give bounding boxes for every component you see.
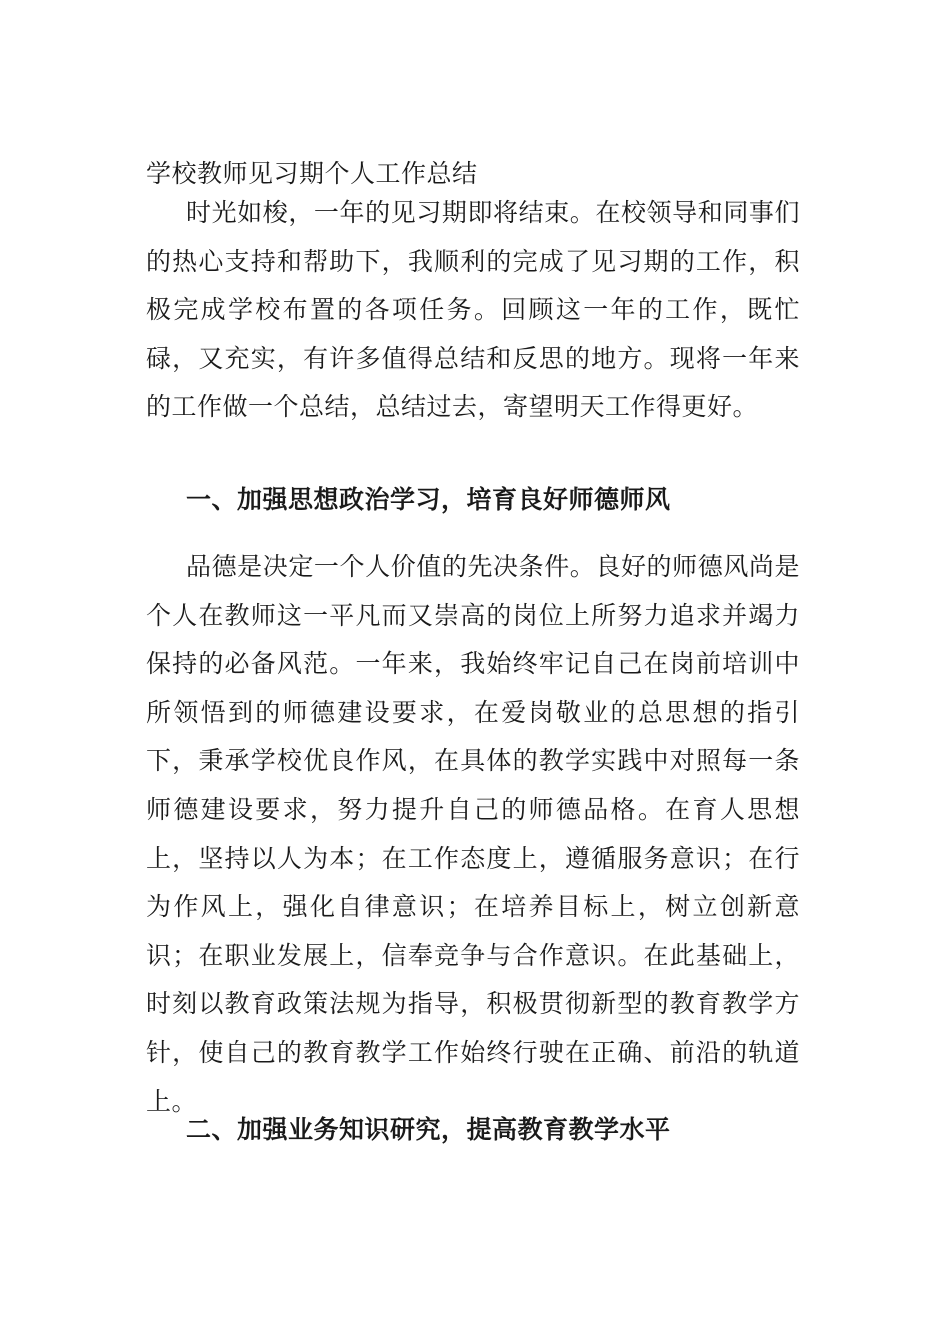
paragraph-section-1: 品德是决定一个人价值的先决条件。良好的师德风尚是个人在教师这一平凡而又崇高的岗位上所努力追求并竭力保持的必备风范。一年来，我始终牢记自己在岗前培训中所领悟到的师德建设要求，在爱岗敬业的总思想的指引下，秉承学校优良作风，在具体的教学实践中对照每一条师德建设要求，努力提升自己的师德品格。在育人思想上，坚持以人为本；在工作态度上，遵循服务意识；在行为作风上，强化自律意识；在培养目标上，树立创新意识；在职业发展上，信奉竞争与合作意识。在此基础上，时刻以教育政策法规为指导，积极贯彻新型的教育教学方针，使自己的教育教学工作始终行驶在正确、前沿的轨道上。 — [146, 552, 800, 1116]
document-title: 学校教师见习期个人工作总结 — [146, 159, 478, 188]
section-heading-1: 一、加强思想政治学习，培育良好师德师风 — [186, 485, 671, 514]
paragraph-intro: 时光如梭，一年的见习期即将结束。在校领导和同事们的热心支持和帮助下，我顺利的完成了见习期的工作，积极完成学校布置的各项任务。回顾这一年的工作，既忙碌，又充实，有许多值得总结和反思的地方。现将一年来的工作做一个总结，总结过去，寄望明天工作得更好。 — [146, 198, 800, 422]
section-heading-2: 二、加强业务知识研究，提高教育教学水平 — [186, 1115, 671, 1144]
